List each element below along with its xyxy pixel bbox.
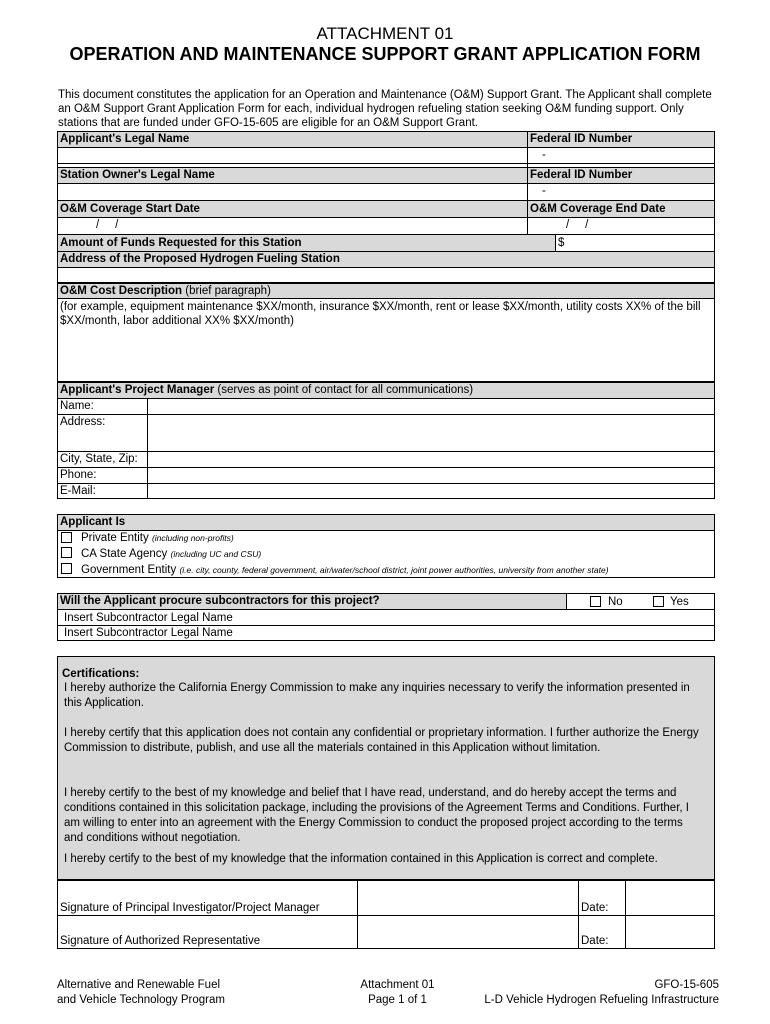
cert-paragraph-4: I hereby certify to the best of my knowledge that the information contained in this Application is correct and complete. [64, 853, 658, 865]
project-manager-label: Applicant's Project Manager [60, 384, 215, 396]
government-entity-label: Government Entity [81, 564, 177, 576]
footer-program-line2: and Vehicle Technology Program [57, 994, 225, 1006]
pi-signature-label: Signature of Principal Investigator/Project Manager [60, 902, 320, 914]
footer-attachment: Attachment 01 [360, 979, 435, 991]
subcontractors-question: Will the Applicant procure subcontractors for this project? [60, 595, 380, 607]
certifications-final-area [58, 852, 714, 869]
pm-email-label: E-Mail: [60, 485, 96, 497]
attachment-label: ATTACHMENT 01 [316, 24, 454, 43]
rep-date-field[interactable] [626, 916, 714, 948]
subcontractor-name-field-2[interactable]: Insert Subcontractor Legal Name [64, 627, 233, 639]
pm-city-label: City, State, Zip: [60, 453, 138, 465]
cost-description-field[interactable]: (for example, equipment maintenance $XX/month, insurance $XX/month, rent or lease $XX/month, utility costs XX% of the bill $XX/month, labor additional XX% $XX/month) [60, 301, 701, 327]
cert-paragraph-3: I hereby certify to the best of my knowledge and belief that I have read, understand, and do hereby accept the terms and conditions contained in this solicitation package, including the provisions of the Agreement Terms and Conditions. Further, I am willing to enter into an agreement with the Energy Commission to conduct the proposed project according to the terms and conditions without negotiation. [64, 787, 689, 844]
applicant-legal-name-label: Applicant's Legal Name [60, 133, 190, 145]
footer-solicitation-name: L-D Vehicle Hydrogen Refueling Infrastructure [484, 994, 719, 1006]
subcontractors-yes-checkbox[interactable] [653, 596, 664, 607]
cert-paragraph-1: I hereby authorize the California Energy Commission to make any inquiries necessary to verify the information presented in this Application. [64, 682, 690, 709]
owner-legal-name-label: Station Owner's Legal Name [60, 169, 215, 181]
state-agency-note: (including UC and CSU) [170, 549, 262, 559]
private-entity-checkbox[interactable] [61, 532, 72, 543]
amount-field[interactable]: $ [558, 237, 565, 249]
address-label: Address of the Proposed Hydrogen Fueling Station [60, 253, 340, 265]
pm-name-field[interactable] [148, 399, 714, 414]
footer-page-number: Page 1 of 1 [368, 994, 427, 1006]
end-date-field[interactable]: / / [566, 219, 589, 231]
applicant-legal-name-field[interactable] [58, 148, 526, 163]
government-entity-note: (i.e. city, county, federal government, air/water/school district, joint power authorities, university from another state) [179, 565, 609, 575]
rep-date-label: Date: [581, 935, 609, 947]
start-date-label: O&M Coverage Start Date [60, 203, 200, 215]
rep-signature-field[interactable] [358, 916, 577, 948]
owner-legal-name-field[interactable] [58, 184, 526, 200]
pm-phone-field[interactable] [148, 468, 714, 483]
cost-description-note: (brief paragraph) [182, 285, 271, 297]
pi-date-label: Date: [581, 902, 609, 914]
owner-federal-id-label: Federal ID Number [530, 169, 633, 181]
end-date-label: O&M Coverage End Date [530, 203, 666, 215]
cost-description-header [58, 284, 714, 298]
subcontractors-no-checkbox[interactable] [590, 596, 601, 607]
state-agency-option [79, 547, 709, 561]
owner-federal-id-field[interactable]: - [542, 185, 546, 197]
private-entity-label: Private Entity [81, 532, 149, 544]
pm-email-field[interactable] [148, 484, 714, 498]
amount-label: Amount of Funds Requested for this Station [60, 237, 302, 249]
private-entity-note: (including non-profits) [151, 533, 234, 543]
subcontractors-no-label: No [608, 596, 623, 608]
pm-address-label: Address: [60, 416, 106, 428]
federal-id-label: Federal ID Number [530, 133, 633, 145]
intro-paragraph: This document constitutes the application for an Operation and Maintenance (O&M) Support Grant. The Applicant shall complete an O&M Support Grant Application Form for each, individual hydrogen refueling station seeking O&M funding support. Only stations that are funded under GFO-15-605 are eligible for an O&M Support Grant. [58, 89, 712, 129]
cost-description-label: O&M Cost Description [60, 285, 183, 297]
pm-phone-label: Phone: [60, 469, 97, 481]
subcontractors-yes-label: Yes [670, 596, 689, 608]
applicant-is-label: Applicant Is [60, 516, 126, 528]
pm-city-field[interactable] [148, 452, 714, 467]
private-entity-option [79, 531, 709, 545]
footer-solicitation-id: GFO-15-605 [654, 979, 719, 991]
start-date-field[interactable]: / / [96, 219, 119, 231]
footer-program-line1: Alternative and Renewable Fuel [57, 979, 221, 991]
pm-name-label: Name: [60, 400, 94, 412]
government-entity-option [79, 563, 713, 577]
pi-date-field[interactable] [626, 881, 714, 915]
certifications-scroll-area [58, 681, 714, 844]
certifications-label: Certifications: [62, 668, 140, 680]
project-manager-header [58, 383, 714, 397]
rep-signature-label: Signature of Authorized Representative [60, 935, 261, 947]
address-field[interactable] [58, 268, 714, 282]
pm-address-field[interactable] [148, 415, 714, 451]
pi-signature-field[interactable] [358, 881, 577, 915]
state-agency-label: CA State Agency [81, 548, 168, 560]
form-title: OPERATION AND MAINTENANCE SUPPORT GRANT APPLICATION FORM [69, 44, 701, 64]
government-entity-checkbox[interactable] [61, 563, 72, 574]
state-agency-checkbox[interactable] [61, 547, 72, 558]
cert-paragraph-2: I hereby certify that this application does not contain any confidential or proprietary information. I further authorize the Energy Commission to distribute, publish, and use all the materials contained in this Application without limitation. [64, 727, 699, 754]
subcontractor-name-field-1[interactable]: Insert Subcontractor Legal Name [64, 612, 233, 624]
federal-id-field[interactable]: - [542, 149, 546, 161]
project-manager-note: (serves as point of contact for all communications) [214, 384, 474, 396]
